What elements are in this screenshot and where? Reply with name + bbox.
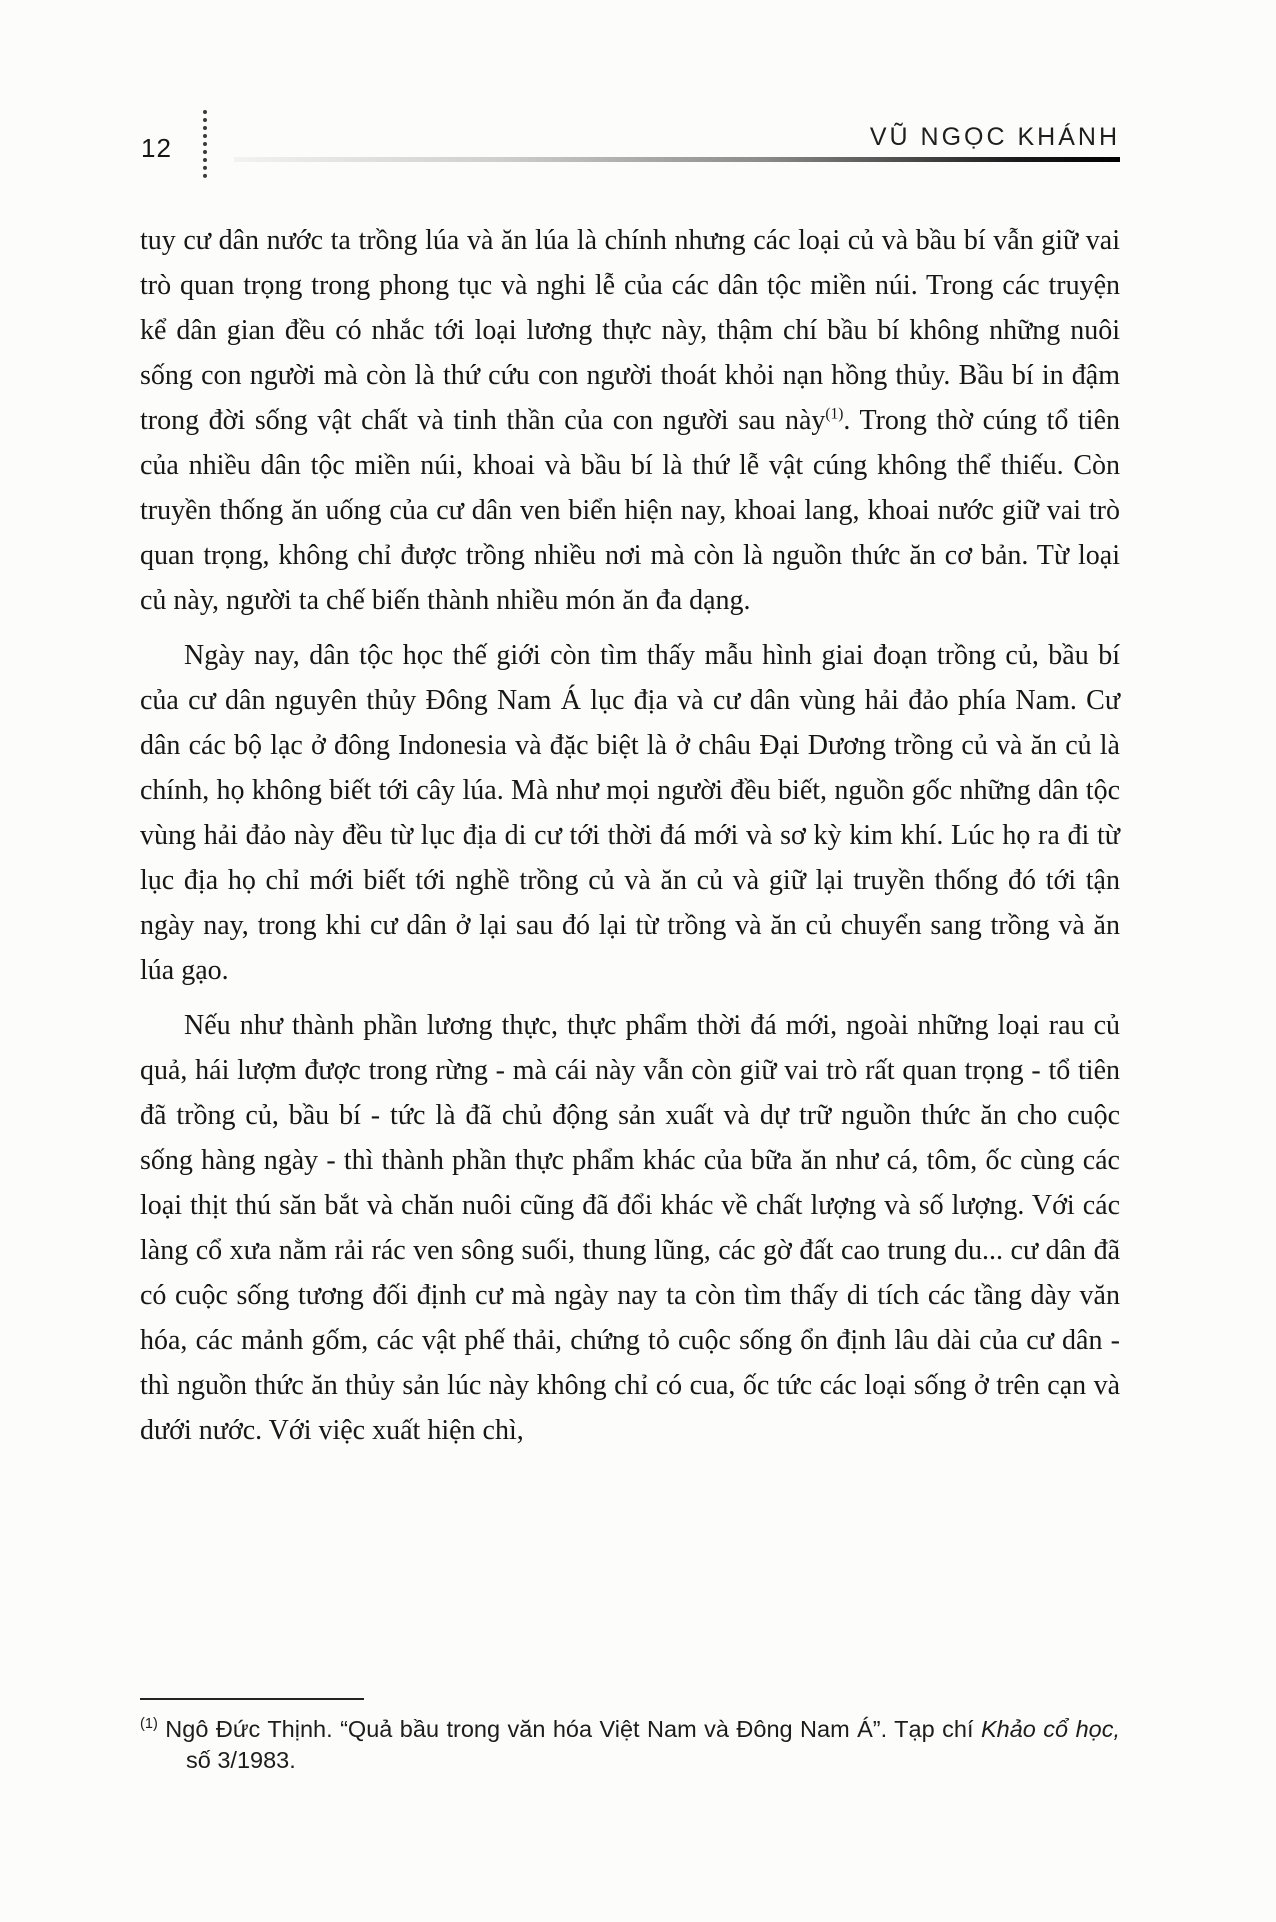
header-rule: [234, 157, 1120, 162]
footnote: [140, 1714, 1120, 1776]
page-body: [140, 218, 1120, 1463]
text-run: số 3/1983.: [186, 1747, 296, 1773]
page-number: 12: [141, 133, 172, 163]
paragraph: [140, 633, 1120, 993]
text-run: . Trong thờ cúng tổ tiên của nhiều dân tộc miền núi, khoai và bầu bí là thứ lễ vật cúng không thể thiếu. Còn truyền thống ăn uống của cư dân ven biển hiện nay, khoai lang, khoai nước giữ vai trò quan trọng, không chỉ được trồng nhiều nơi mà còn là nguồn thức ăn cơ bản. Từ loại củ này, người ta chế biến thành nhiều món ăn đa dạng.: [140, 405, 1121, 616]
text-run: Ngô Đức Thịnh. “Quả bầu trong văn hóa Việt Nam và Đông Nam Á”. Tạp chí: [157, 1716, 981, 1742]
footnote-marker: (1): [140, 1716, 158, 1733]
paragraph: [140, 218, 1120, 623]
running-head-author: VŨ NGỌC KHÁNH: [869, 123, 1120, 151]
footnote-section: [140, 1698, 1120, 1776]
paragraph: [140, 1003, 1120, 1453]
text-run: tuy cư dân nước ta trồng lúa và ăn lúa là chính nhưng các loại củ và bầu bí vẫn giữ vai trò quan trọng trong phong tục và nghi lễ của các dân tộc miền núi. Trong các truyện kể dân gian đều có nhắc tới loại lương thực này, thậm chí bầu bí không những nuôi sống con người mà còn là thứ cứu con người thoát khỏi nạn hồng thủy. Bầu bí in đậm trong đời sống vật chất và tinh thần của con người sau này: [140, 225, 1120, 436]
text-run: Nếu như thành phần lương thực, thực phẩm thời đá mới, ngoài những loại rau củ quả, hái lượm được trong rừng - mà cái này vẫn còn giữ vai trò rất quan trọng - tổ tiên đã trồng củ, bầu bí - tức là đã chủ động sản xuất và dự trữ nguồn thức ăn cho cuộc sống hàng ngày - thì thành phần thực phẩm khác của bữa ăn như cá, tôm, ốc cùng các loại thịt thú săn bắt và chăn nuôi cũng đã đổi khác về chất lượng và số lượng. Với các làng cổ xưa nằm rải rác ven sông suối, thung lũng, các gờ đất cao trung du... cư dân đã có cuộc sống tương đối định cư mà ngày nay ta còn tìm thấy di tích các tầng dày văn hóa, các mảnh gốm, các vật phế thải, chứng tỏ cuộc sống ổn định lâu dài của cư dân - thì nguồn thức ăn thủy sản lúc này không chỉ có cua, ốc tức các loại sống ở trên cạn và dưới nước. Với việc xuất hiện chì,: [140, 1010, 1120, 1446]
footnote-reference: (1): [825, 405, 844, 423]
text-run: Ngày nay, dân tộc học thế giới còn tìm thấy mẫu hình giai đoạn trồng củ, bầu bí của cư dân nguyên thủy Đông Nam Á lục địa và cư dân vùng hải đảo phía Nam. Cư dân các bộ lạc ở đông Indonesia và đặc biệt là ở châu Đại Dương trồng củ và ăn củ là chính, họ không biết tới cây lúa. Mà như mọi người đều biết, nguồn gốc những dân tộc vùng hải đảo này đều từ lục địa di cư tới thời đá mới và sơ kỳ kim khí. Lúc họ ra đi từ lục địa họ chỉ mới biết tới nghề trồng củ và ăn củ và giữ lại truyền thống đó tới tận ngày nay, trong khi cư dân ở lại sau đó lại từ trồng và ăn củ chuyển sang trồng và ăn lúa gạo.: [140, 640, 1120, 986]
footnote-rule: [140, 1698, 364, 1700]
chain-ornament: [203, 110, 207, 178]
italic-title: Khảo cổ học,: [980, 1716, 1120, 1742]
